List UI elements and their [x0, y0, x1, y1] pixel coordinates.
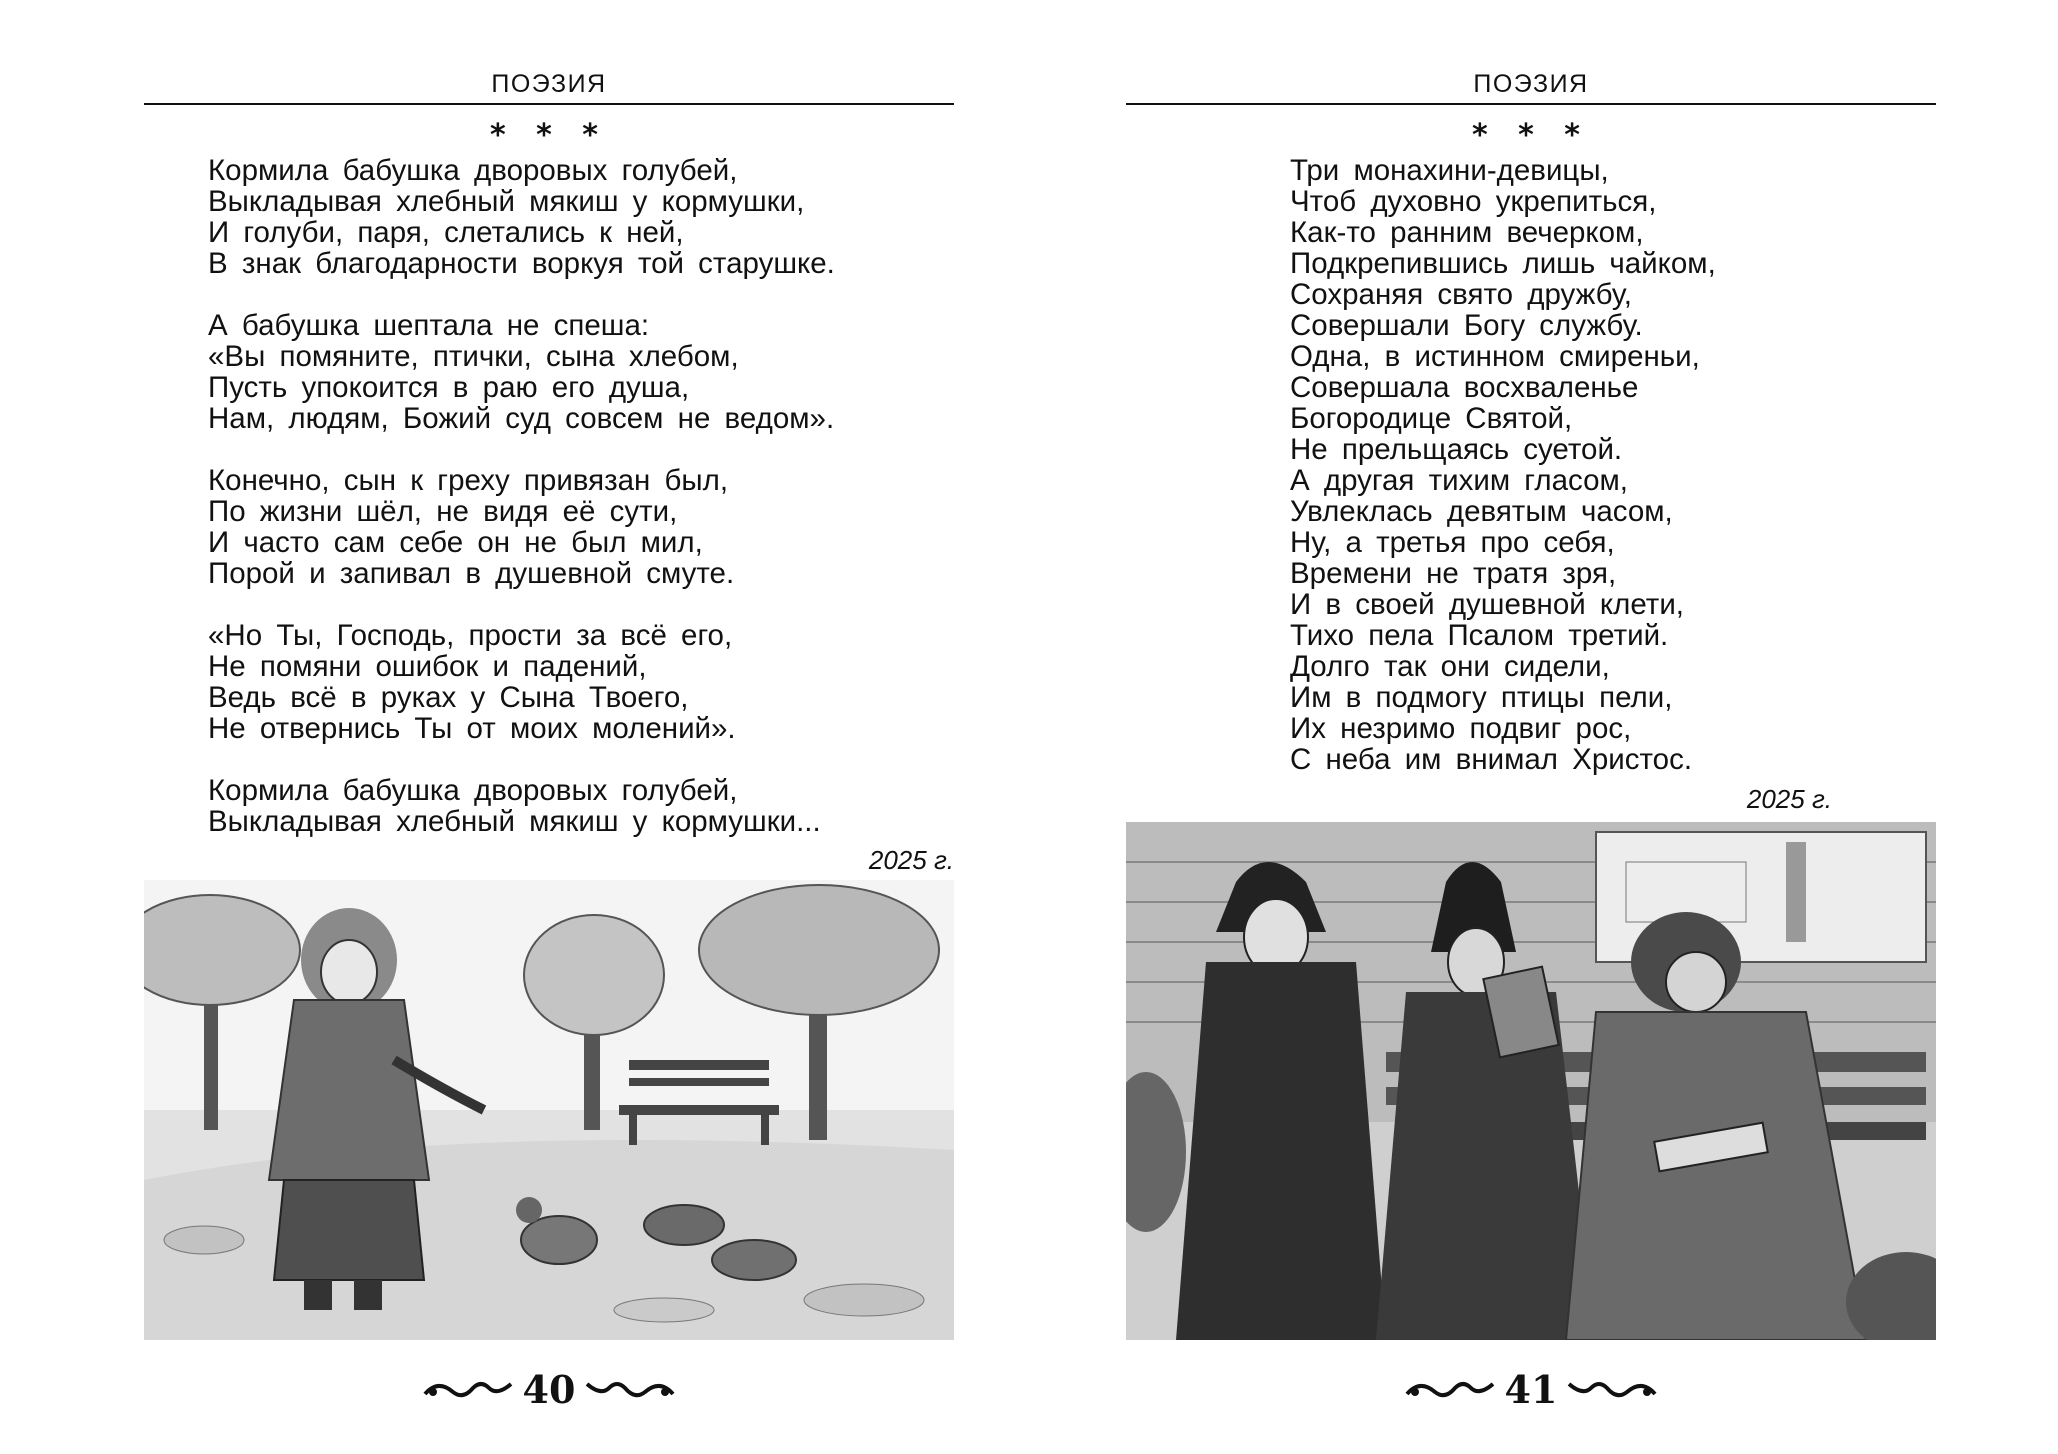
poem-line: А другая тихим гласом, — [1290, 464, 1628, 497]
poem-line: В знак благодарности воркуя той старушке. — [208, 247, 835, 280]
stanza — [208, 310, 835, 434]
poem-line: Не помяни ошибок и падений, — [208, 650, 647, 683]
poem-line: Как-то ранним вечерком, — [1290, 216, 1644, 249]
left-page — [144, 0, 954, 1454]
poem-line: Порой и запивал в душевной смуте. — [208, 557, 735, 590]
poem-line: Тихо пела Псалом третий. — [1290, 619, 1669, 652]
poem-text — [208, 155, 835, 868]
flourish-right-icon — [1567, 1374, 1657, 1404]
stanza — [208, 775, 835, 837]
poem-line: Чтоб духовно укрепиться, — [1290, 185, 1657, 218]
poem-line: Не прельщаясь суетой. — [1290, 433, 1623, 466]
page-number-folio — [1126, 1364, 1936, 1414]
header-rule — [1126, 103, 1936, 105]
stanza — [208, 465, 835, 589]
stanza — [208, 620, 835, 744]
poem-line: Одна, в истинном смиреньи, — [1290, 340, 1700, 373]
flourish-left-icon — [423, 1374, 513, 1404]
poem-line: Времени не тратя зря, — [1290, 557, 1617, 590]
poem-line: Совершали Богу службу. — [1290, 309, 1643, 342]
poem-line: Выкладывая хлебный мякиш у кормушки... — [208, 805, 821, 838]
stanza — [208, 155, 835, 279]
poem-line: Ну, а третья про себя, — [1290, 526, 1615, 559]
poem-line: Нам, людям, Божий суд совсем не ведом». — [208, 402, 835, 435]
poem-separator: * * * — [490, 118, 608, 153]
stanza — [1290, 155, 1716, 775]
page-number-folio — [144, 1364, 954, 1414]
poem-line: Совершала восхваленье — [1290, 371, 1639, 404]
page-number: 40 — [522, 1366, 576, 1412]
poem-date: 2025 г. — [868, 845, 954, 875]
poem-line: Конечно, сын к греху привязан был, — [208, 464, 729, 497]
poem-line: По жизни шёл, не видя её сути, — [208, 495, 678, 528]
poem-line: Выкладывая хлебный мякиш у кормушки, — [208, 185, 805, 218]
poem-line: И часто сам себе он не был мил, — [208, 526, 703, 559]
poem-text — [1290, 155, 1716, 806]
poem-date: 2025 г. — [1746, 784, 1832, 814]
poem-line: Им в подмогу птицы пели, — [1290, 681, 1673, 714]
right-page — [1126, 0, 1936, 1454]
poem-line: И в своей душевной клети, — [1290, 588, 1684, 621]
poem-line: Не отвернись Ты от моих молений». — [208, 712, 736, 745]
flourish-right-icon — [585, 1374, 675, 1404]
poem-line: Их незримо подвиг рос, — [1290, 712, 1632, 745]
poem-line: «Но Ты, Господь, прости за всё его, — [208, 619, 733, 652]
poem-line: Подкрепившись лишь чайком, — [1290, 247, 1716, 280]
poem-line: Кормила бабушка дворовых голубей, — [208, 154, 738, 187]
illustration-grandmother-pigeons — [144, 880, 954, 1340]
poem-line: С неба им внимал Христос. — [1290, 743, 1693, 776]
page-number: 41 — [1504, 1366, 1558, 1412]
poem-line: Ведь всё в руках у Сына Твоего, — [208, 681, 689, 714]
poem-line: И голуби, паря, слетались к ней, — [208, 216, 684, 249]
poem-line: Пусть упокоится в раю его душа, — [208, 371, 690, 404]
flourish-left-icon — [1405, 1374, 1495, 1404]
header-rule — [144, 103, 954, 105]
poem-line: Богородице Святой, — [1290, 402, 1573, 435]
poem-line: Увлеклась девятым часом, — [1290, 495, 1673, 528]
poem-line: Кормила бабушка дворовых голубей, — [208, 774, 738, 807]
running-head: ПОЭЗИЯ — [1473, 70, 1589, 98]
poem-line: Три монахини-девицы, — [1290, 154, 1609, 187]
running-head: ПОЭЗИЯ — [491, 70, 607, 98]
poem-line: Долго так они сидели, — [1290, 650, 1610, 683]
poem-line: А бабушка шептала не спеша: — [208, 309, 650, 342]
poem-separator: * * * — [1472, 118, 1590, 153]
poem-line: «Вы помяните, птички, сына хлебом, — [208, 340, 739, 373]
illustration-three-nuns-bench — [1126, 822, 1936, 1340]
poem-line: Сохраняя свято дружбу, — [1290, 278, 1632, 311]
